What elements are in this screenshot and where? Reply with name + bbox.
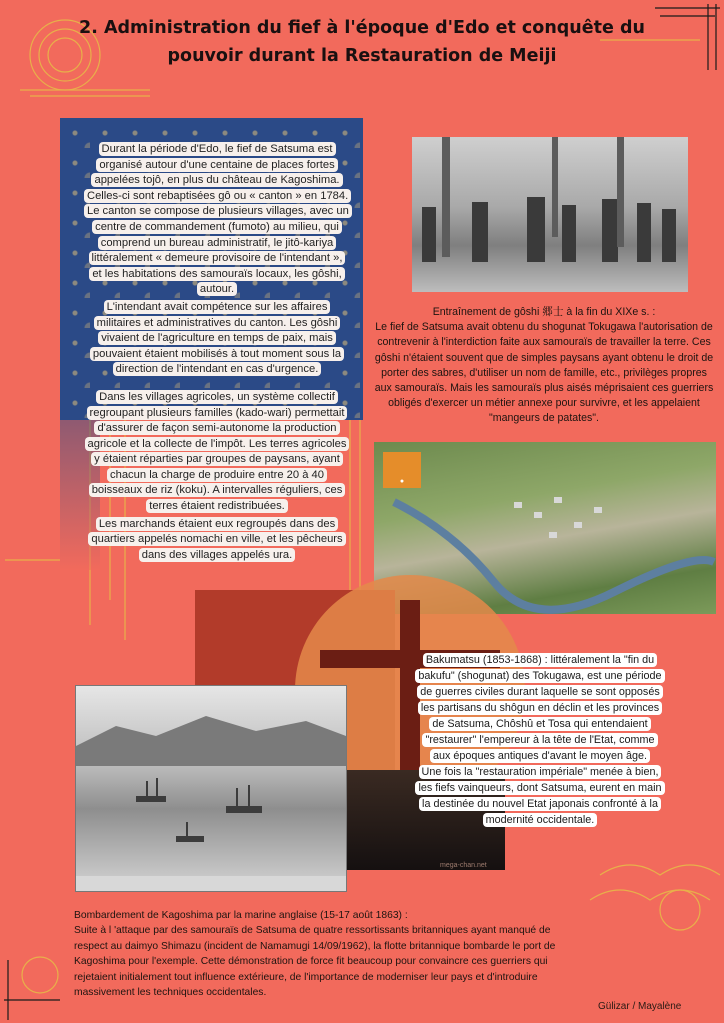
image-watermark: mega-chan.net <box>440 862 487 869</box>
bombardment-caption <box>74 908 584 1000</box>
goshi-caption-body: Le fief de Satsuma avait obtenu du shogunat Tokugawa l'autorisation de contrevenir à l'interdiction faite aux samouraïs de travailler la terre. Ces gôshi n'étaient souvent que de simples paysans ayant obtenu le droit de porter des sabres, d'utiliser un nom de famille, etc., privilèges propres aux samouraïs. Mais les samouraïs plus aisés méprisaient ces guerriers obligés d'exercer un métier annexe pour survivre, et les appelaient "mangeurs de patates". <box>374 321 714 425</box>
engraving-drawing <box>76 686 346 891</box>
author-credit: Gülizar / Mayalène <box>598 1001 682 1012</box>
bakumatsu-caption <box>414 652 666 828</box>
bakumatsu-paragraph-1: Bakumatsu (1853-1868) : littéralement la "fin du bakufu" (shogunat) des Tokugawa, est une période de guerres civiles durant laquelle se sont opposés les partisans du shôgun en déclin et les provinces de Satsuma, Chôshû et Tosa qui entendaient "restaurer" l'empereur à la tête de l'Etat, comme aux époques antiques d'avant le moyen âge. <box>415 653 664 763</box>
kagoshima-bombardment-engraving <box>75 685 347 892</box>
bombardment-heading: Bombardement de Kagoshima par la marine anglaise (15-17 août 1863) : <box>74 910 408 921</box>
page-title: 2. Administration du fief à l'époque d'Edo et conquête du pouvoir durant la Restauration de Meiji <box>79 18 645 66</box>
intro-paragraph-1: Durant la période d'Edo, le fief de Satsuma est organisé autour d'une centaine de places fortes appelées tojô, en plus du château de Kagoshima. Celles-ci sont rebaptisées gô ou « canton » en 1784. Le canton se compose de plusieurs villages, avec un centre de commandement (fumoto) au milieu, qui comprend un bureau administratif, le jitô-kariya littéralement « demeure provisoire de l'intendant », et les habitations des samouraïs locaux, les gôshi, autour. <box>84 142 352 296</box>
goshi-caption-heading: Entraînement de gôshi 郷士 à la fin du XIXe s. : <box>432 306 656 318</box>
site-logo-icon: ● <box>383 452 421 488</box>
bakumatsu-paragraph-2: Une fois la "restauration impériale" menée à bien, les fiefs vainqueurs, dont Satsuma, eurent en main la destinée du nouvel Etat japonais confronté à la modernité occidentale. <box>415 765 664 827</box>
goshi-figures <box>412 137 688 292</box>
goshi-training-photo <box>412 137 688 292</box>
goshi-caption <box>372 305 716 427</box>
intro-paragraph-2: L'intendant avait compétence sur les affaires militaires et administratives du canton. Les gôshi vivaient de l'agriculture en temps de paix, mais pouvaient étaient mobilisés à tout moment sous la direction de l'intendant en cas d'urgence. <box>90 300 344 376</box>
intro-text <box>84 142 350 565</box>
bombardment-body: Suite à l 'attaque par des samouraïs de Satsuma de quatre ressortissants britanniques ayant manqué de respect au daimyo Shimazu (incident de Namamugi 14/09/1962), la flotte britannique bombarde le port de Kagoshima pour l'exemple. Cette démonstration de force fit beaucoup pour convaincre ces guerriers qui rejetaient initialement tout influence extérieure, de l'importance de moderniser leur pays et d'introduire massivement les techniques occidentales. <box>74 925 556 999</box>
intro-paragraph-3: Dans les villages agricoles, un système collectif regroupant plusieurs familles (kado-wari) permettait d'assurer de façon semi-autonome la production agricole et la collecte de l'impôt. Les terres agricoles y étaient réparties par groupes de paysans, ayant chacun la charge de produire entre 20 à 40 boisseaux de riz (koku). A intervalles réguliers, ces terres étaient redistribuées. <box>85 390 350 513</box>
intro-paragraph-4: Les marchands étaient eux regroupés dans des quartiers appelés nomachi en ville, et les pêcheurs dans des villages appelés ura. <box>88 517 345 562</box>
